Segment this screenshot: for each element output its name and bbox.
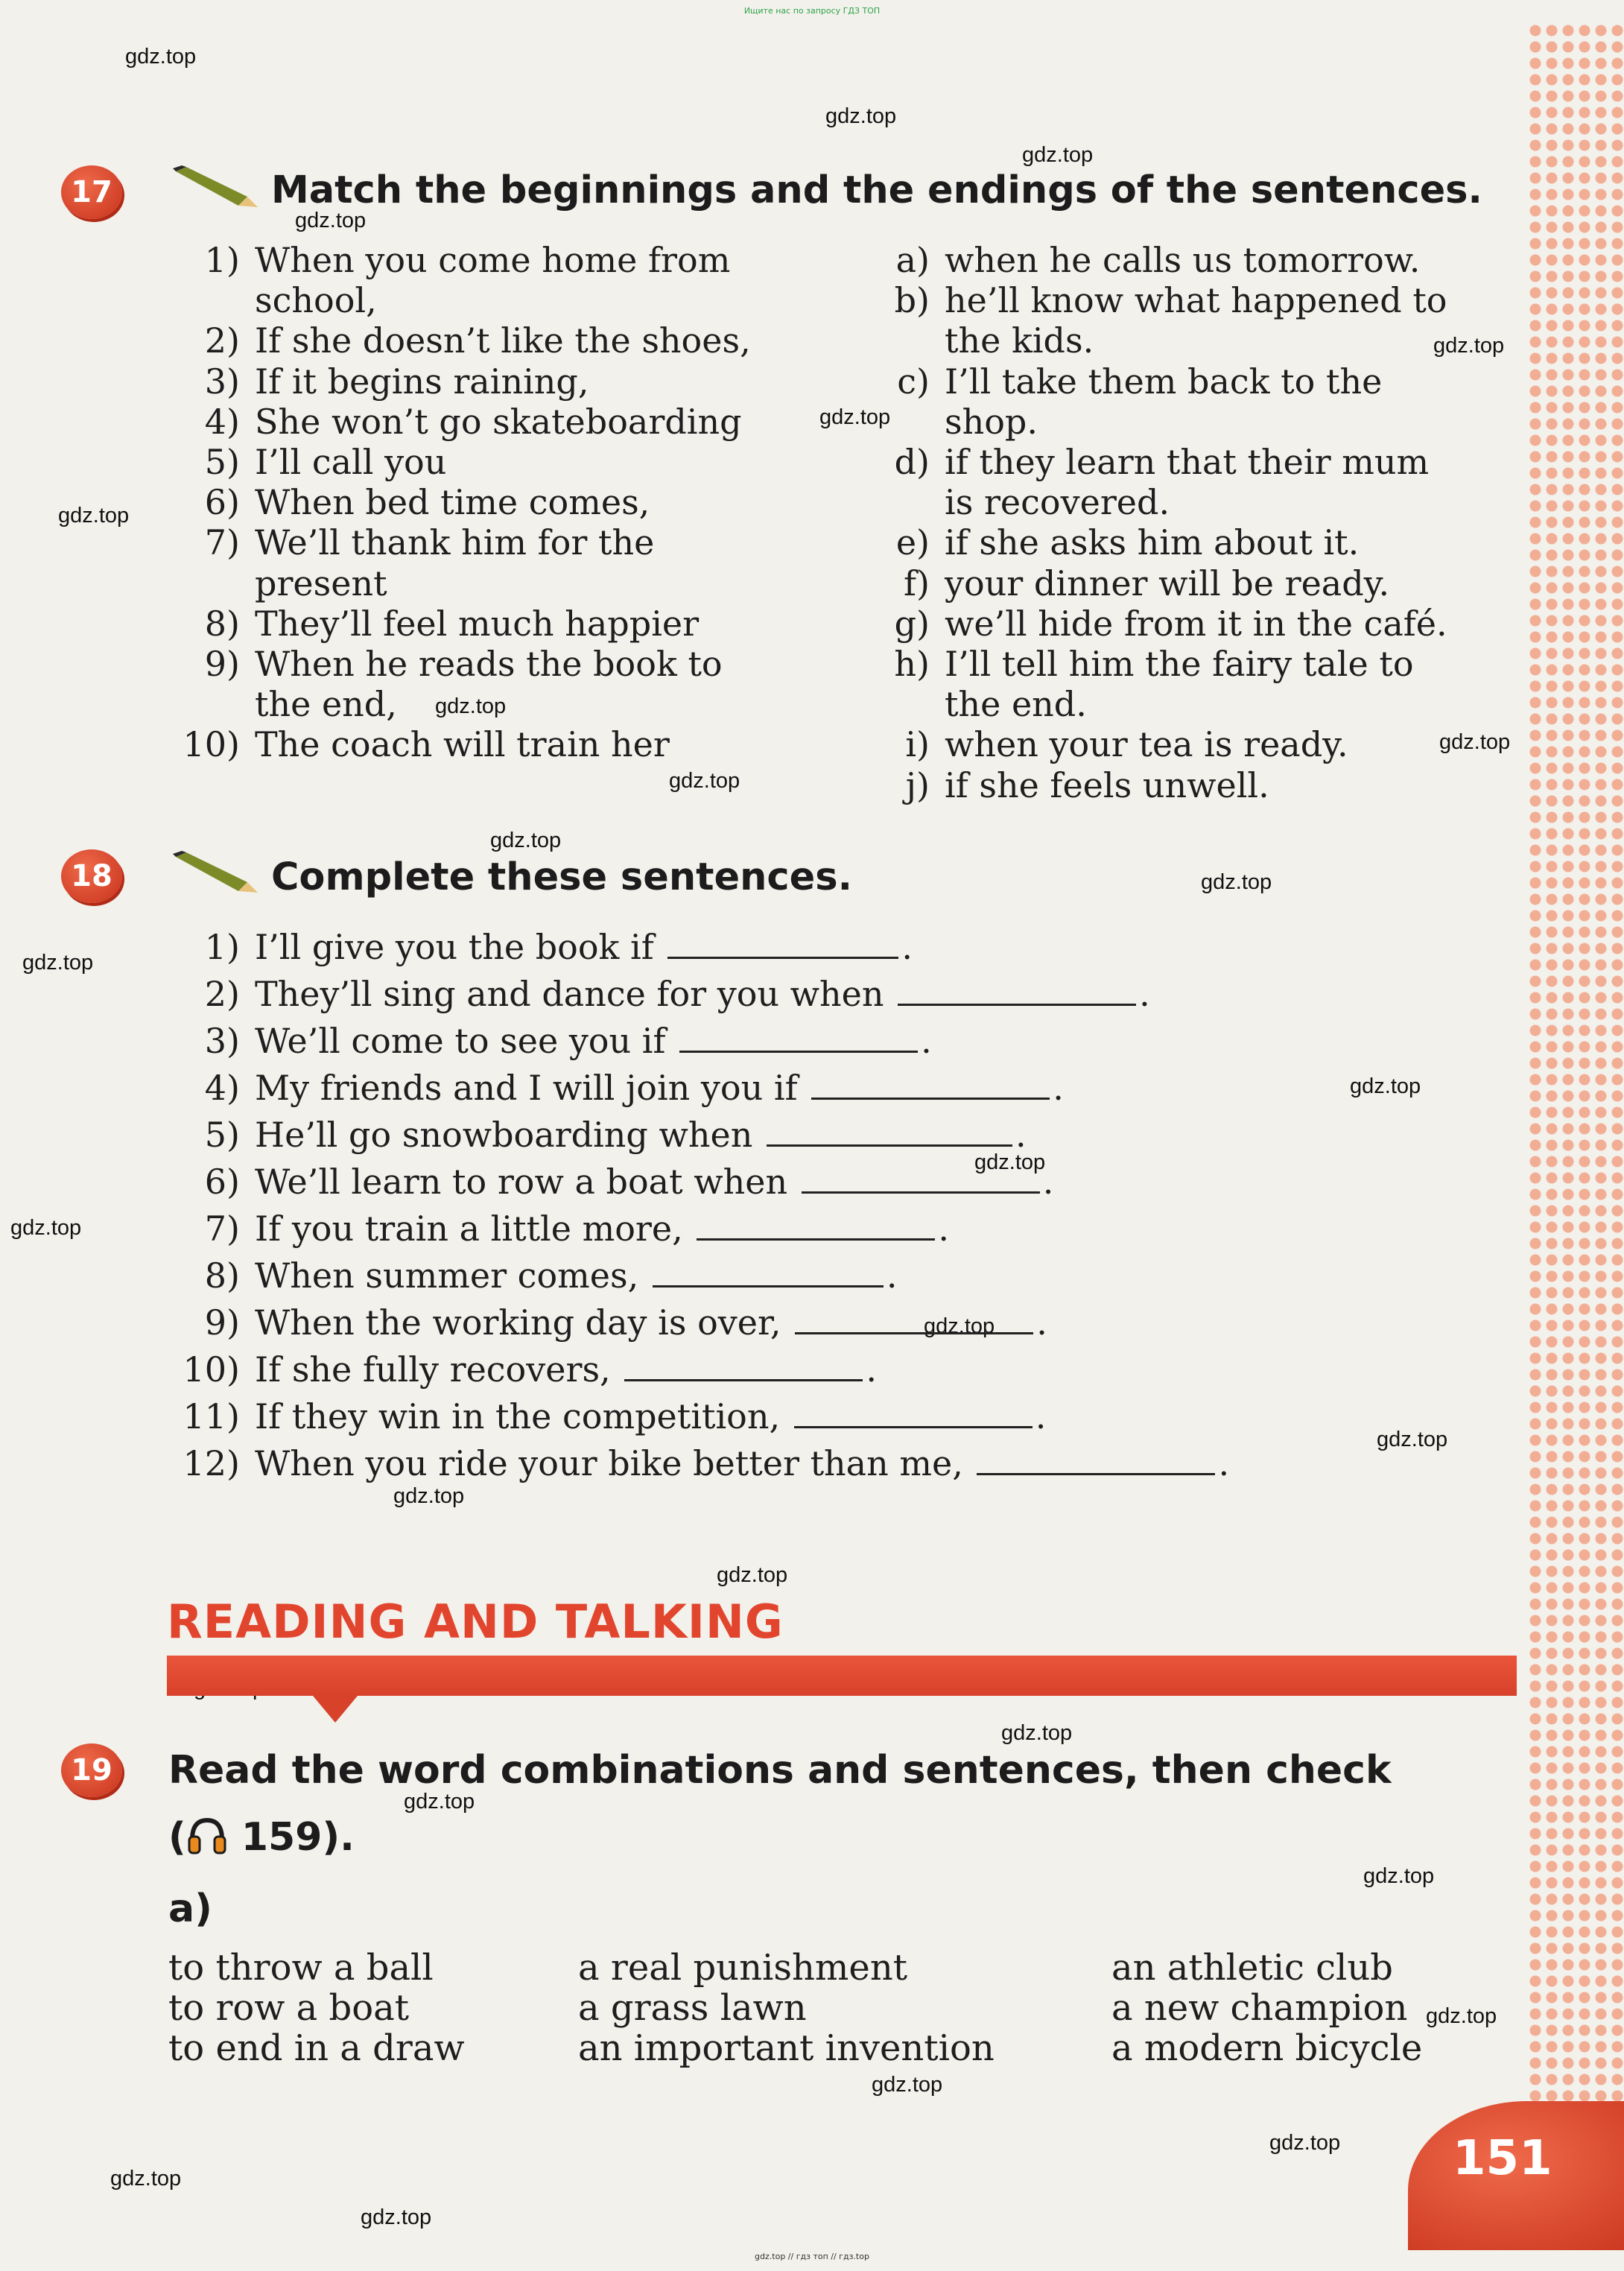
answer-blank[interactable] <box>679 1021 918 1053</box>
word-combination: a modern bicycle <box>1111 2027 1423 2069</box>
top-note: Ищите нас по запросу ГДЗ ТОП <box>743 6 881 16</box>
sentence-end: . <box>886 1255 898 1296</box>
item-letter: a) <box>895 240 930 280</box>
exercise-title: Match the beginnings and the endings of the sentences. <box>271 168 1482 212</box>
exercise-instruction-audio <box>168 1815 355 1860</box>
sentence-ending: is recovered. <box>945 482 1170 523</box>
sentence-start: When summer comes, . <box>255 1255 898 1296</box>
word-combination: an important invention <box>578 2027 995 2069</box>
subsection-label: a) <box>168 1887 212 1931</box>
sentence-ending: the end. <box>945 684 1087 725</box>
item-letter: g) <box>894 603 930 644</box>
item-letter: d) <box>894 442 930 482</box>
sentence-start: When the working day is over, . <box>255 1302 1047 1343</box>
headphones-icon[interactable] <box>186 1817 228 1855</box>
sentence-start: When you ride your bike better than me, . <box>255 1443 1230 1483</box>
watermark: gdz.top <box>974 1150 1046 1174</box>
sentence-ending: when your tea is ready. <box>945 724 1348 765</box>
watermark: gdz.top <box>1022 143 1094 167</box>
item-number: 4) <box>204 401 240 442</box>
sentence-ending: he’ll know what happened to <box>945 280 1447 321</box>
item-number: 8) <box>204 1255 240 1296</box>
word-combination: an athletic club <box>1111 1947 1394 1989</box>
sentence-ending: if she asks him about it. <box>945 522 1360 563</box>
sentence-start: My friends and I will join you if . <box>255 1068 1064 1108</box>
answer-blank[interactable] <box>795 1302 1033 1334</box>
sentence-end: . <box>866 1349 877 1390</box>
answer-blank[interactable] <box>697 1209 935 1241</box>
sentence-end: . <box>1053 1068 1064 1108</box>
section-banner <box>167 1656 1517 1696</box>
sentence-start: I’ll give you the book if . <box>255 927 913 967</box>
watermark: gdz.top <box>1433 334 1505 358</box>
sentence-start: They’ll sing and dance for you when . <box>255 974 1150 1014</box>
answer-blank[interactable] <box>653 1255 884 1287</box>
watermark: gdz.top <box>490 829 562 852</box>
sentence-ending: I’ll tell him the fairy tale to <box>945 644 1414 684</box>
watermark: gdz.top <box>825 104 897 128</box>
answer-blank[interactable] <box>794 1396 1033 1428</box>
item-number: 8) <box>204 603 240 644</box>
watermark: gdz.top <box>669 769 740 793</box>
answer-blank[interactable] <box>667 927 898 959</box>
item-letter: h) <box>894 644 930 684</box>
sentence-start: We’ll learn to row a boat when . <box>255 1162 1054 1202</box>
watermark: gdz.top <box>1363 1864 1435 1888</box>
watermark: gdz.top <box>110 2167 182 2191</box>
item-number: 1) <box>204 927 240 967</box>
sentence-start: He’ll go snowboarding when . <box>255 1115 1027 1155</box>
answer-blank[interactable] <box>767 1115 1012 1147</box>
sentence-beginning: If it begins raining, <box>255 361 589 402</box>
answer-blank[interactable] <box>811 1068 1050 1100</box>
sentence-start: If she fully recovers, . <box>255 1349 877 1390</box>
sentence-beginning: The coach will train her <box>255 724 670 765</box>
watermark: gdz.top <box>717 1563 788 1587</box>
sentence-end: . <box>921 1021 932 1061</box>
watermark: gdz.top <box>872 2073 943 2097</box>
sentence-end: . <box>901 927 913 967</box>
sentence-end: . <box>1218 1443 1230 1483</box>
watermark: gdz.top <box>1269 2131 1341 2155</box>
watermark: gdz.top <box>295 209 367 232</box>
sentence-beginning: the end, <box>255 684 397 725</box>
sentence-ending: the kids. <box>945 320 1094 361</box>
sentence-end: . <box>1036 1302 1047 1343</box>
watermark: gdz.top <box>393 1484 465 1508</box>
section-title: READING AND TALKING <box>167 1594 784 1649</box>
sentence-ending: when he calls us tomorrow. <box>945 240 1421 280</box>
watermark: gdz.top <box>125 45 197 69</box>
item-number: 10) <box>183 1349 240 1390</box>
item-letter: b) <box>894 280 930 321</box>
page-number: 151 <box>1453 2131 1552 2186</box>
item-number: 9) <box>204 644 240 684</box>
sentence-end: . <box>1035 1396 1047 1437</box>
word-combination: to end in a draw <box>168 2027 465 2069</box>
item-number: 2) <box>204 320 240 361</box>
sentence-beginning: We’ll thank him for the <box>255 522 655 563</box>
bottom-note: gdz.top // гдз топ // гдз.top <box>755 2252 869 2261</box>
item-letter: j) <box>905 764 930 805</box>
sentence-ending: if she feels unwell. <box>945 764 1269 805</box>
answer-blank[interactable] <box>977 1443 1215 1475</box>
answer-blank[interactable] <box>802 1162 1040 1194</box>
sentence-end: . <box>1015 1115 1027 1155</box>
sentence-ending: we’ll hide from it in the café. <box>945 603 1447 644</box>
item-number: 6) <box>204 1162 240 1202</box>
exercise-instruction: Read the word combinations and sentences, then check <box>168 1748 1392 1793</box>
sentence-ending: shop. <box>945 401 1038 442</box>
item-number: 5) <box>204 442 240 482</box>
item-number: 7) <box>204 522 240 563</box>
item-number: 11) <box>183 1396 240 1437</box>
word-combination: to row a boat <box>168 1987 410 2029</box>
watermark: gdz.top <box>435 694 507 718</box>
item-number: 3) <box>204 1021 240 1061</box>
sentence-start: If they win in the competition, . <box>255 1396 1047 1437</box>
word-combination: a real punishment <box>578 1947 908 1989</box>
word-combination: a grass lawn <box>578 1987 807 2029</box>
item-number: 12) <box>183 1443 240 1483</box>
item-letter: c) <box>897 361 930 402</box>
answer-blank[interactable] <box>898 974 1136 1006</box>
sentence-beginning: I’ll call you <box>255 442 447 482</box>
item-letter: f) <box>904 563 930 604</box>
sentence-ending: your dinner will be ready. <box>945 563 1390 604</box>
item-number: 7) <box>204 1209 240 1249</box>
word-combination: to throw a ball <box>168 1947 434 1989</box>
sentence-end: . <box>1139 974 1150 1014</box>
pencil-icon <box>170 849 259 894</box>
item-number: 5) <box>204 1115 240 1155</box>
watermark: gdz.top <box>1426 2004 1497 2028</box>
item-number: 2) <box>204 974 240 1014</box>
watermark: gdz.top <box>22 951 94 975</box>
sentence-start: We’ll come to see you if . <box>255 1021 932 1061</box>
watermark: gdz.top <box>1350 1074 1421 1098</box>
sentence-ending: I’ll take them back to the <box>945 361 1383 402</box>
item-number: 1) <box>204 240 240 280</box>
exercise-title: Complete these sentences. <box>271 855 852 899</box>
sentence-ending: if they learn that their mum <box>945 442 1430 482</box>
item-letter: i) <box>905 724 930 765</box>
section-banner-pointer <box>313 1696 358 1723</box>
dotted-margin <box>1527 22 1624 2101</box>
sentence-beginning: When he reads the book to <box>255 644 723 684</box>
sentence-beginning: school, <box>255 280 377 321</box>
sentence-end: . <box>1042 1162 1054 1202</box>
answer-blank[interactable] <box>624 1349 863 1381</box>
exercise-number-badge: 19 <box>61 1743 122 1797</box>
watermark: gdz.top <box>1377 1428 1448 1451</box>
watermark: gdz.top <box>1439 730 1511 754</box>
watermark: gdz.top <box>924 1314 995 1338</box>
sentence-end: . <box>938 1209 950 1249</box>
watermark: gdz.top <box>10 1216 82 1240</box>
watermark: gdz.top <box>361 2205 432 2229</box>
sentence-beginning: She won’t go skateboarding <box>255 401 742 442</box>
item-number: 6) <box>204 482 240 523</box>
item-number: 9) <box>204 1302 240 1343</box>
exercise-number-badge: 17 <box>61 165 122 219</box>
item-number: 4) <box>204 1068 240 1108</box>
word-combination: a new champion <box>1111 1987 1408 2029</box>
sentence-beginning: They’ll feel much happier <box>255 603 700 644</box>
sentence-beginning: When bed time comes, <box>255 482 650 523</box>
exercise-number-badge: 18 <box>61 849 122 903</box>
watermark: gdz.top <box>404 1790 475 1814</box>
watermark: gdz.top <box>1001 1721 1073 1745</box>
watermark: gdz.top <box>819 405 891 429</box>
watermark: gdz.top <box>58 504 130 528</box>
sentence-beginning: If she doesn’t like the shoes, <box>255 320 751 361</box>
sentence-beginning: present <box>255 563 387 604</box>
watermark: gdz.top <box>1201 870 1272 894</box>
track-number: 159). <box>227 1815 355 1860</box>
pencil-icon <box>170 164 259 209</box>
item-number: 10) <box>183 724 240 765</box>
item-number: 3) <box>204 361 240 402</box>
sentence-beginning: When you come home from <box>255 240 731 280</box>
item-letter: e) <box>895 522 930 563</box>
paren-open: ( <box>168 1815 186 1860</box>
sentence-start: If you train a little more, . <box>255 1209 950 1249</box>
